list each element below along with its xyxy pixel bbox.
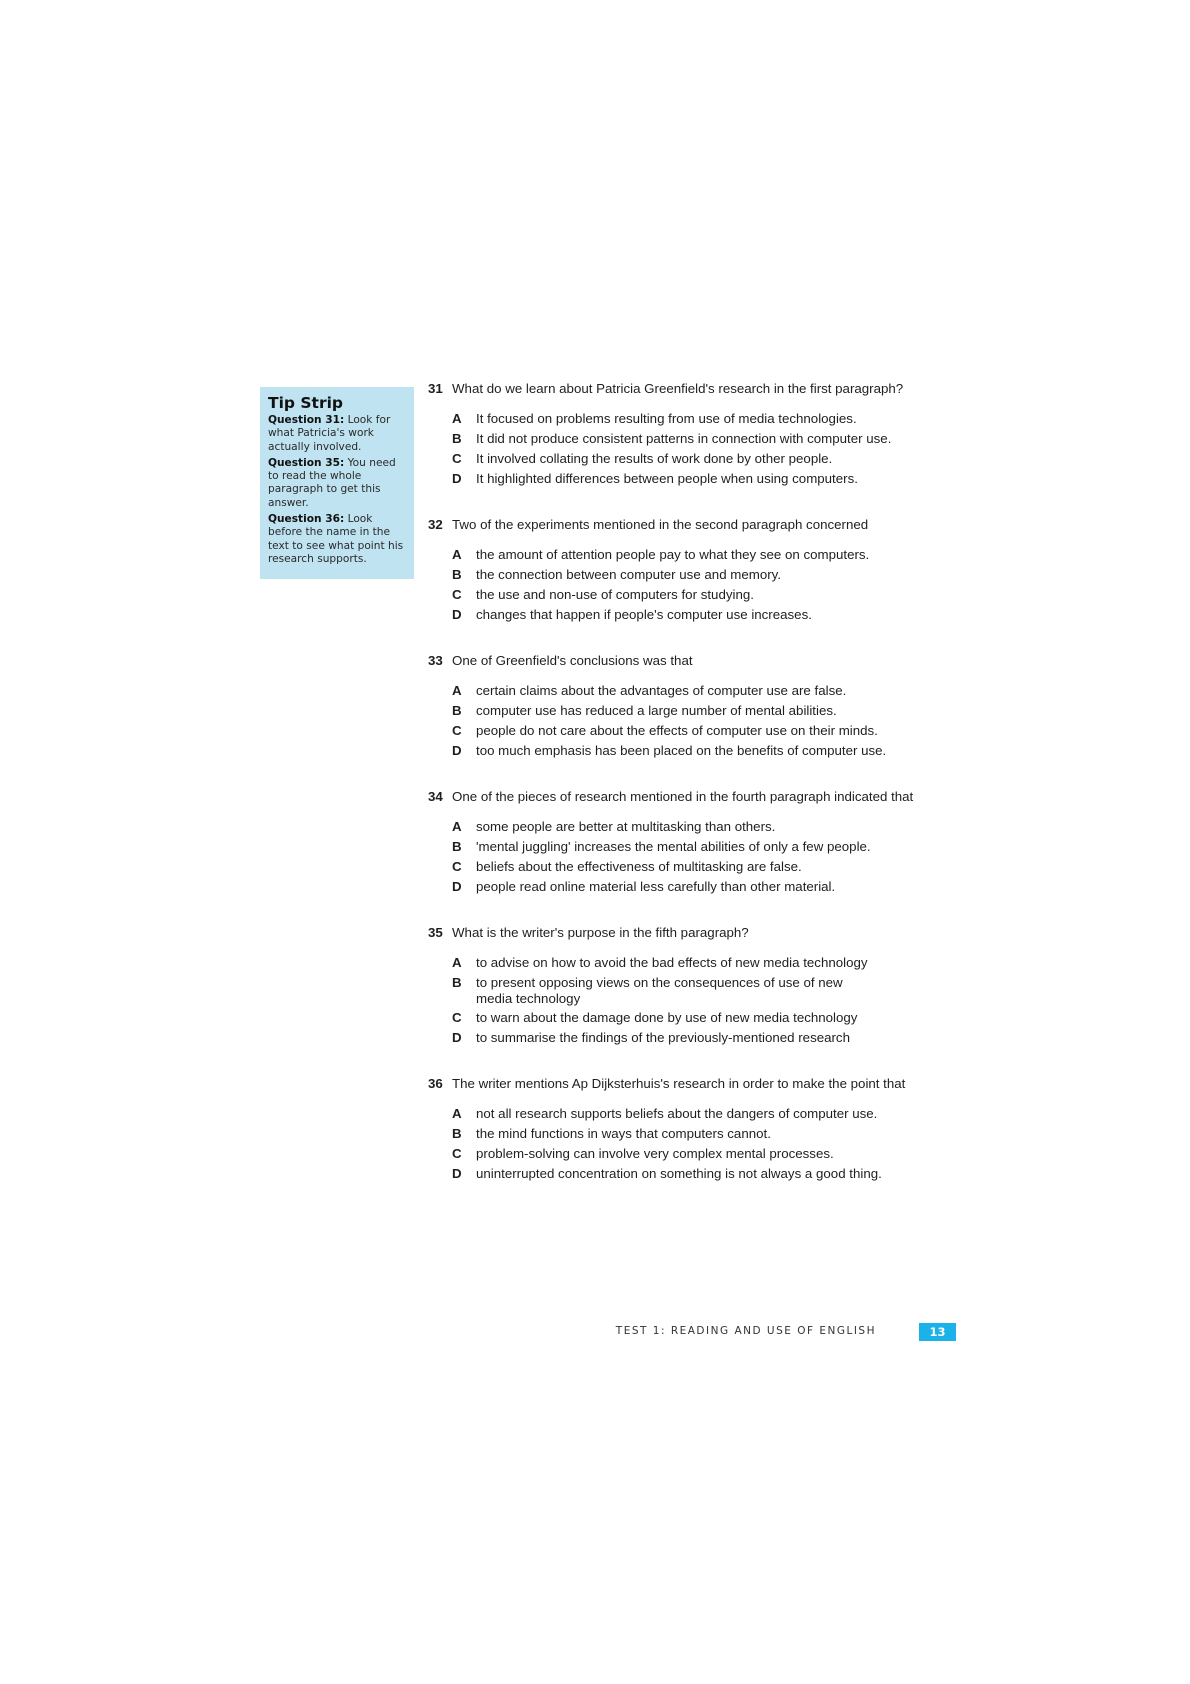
question-text: What is the writer's purpose in the fifth paragraph? (452, 925, 749, 940)
option-text: the amount of attention people pay to what they see on computers. (476, 547, 870, 562)
option-text: It did not produce consistent patterns in connection with computer use. (476, 431, 892, 446)
option-text: beliefs about the effectiveness of multitasking are false. (476, 859, 802, 874)
option-text: too much emphasis has been placed on the benefits of computer use. (476, 743, 887, 758)
tip-label: Question 36: (268, 513, 345, 526)
option-letter: B (452, 431, 462, 446)
option-text: It involved collating the results of work done by other people. (476, 451, 833, 466)
option-a[interactable] (452, 411, 948, 427)
option-text: the use and non-use of computers for studying. (476, 587, 754, 602)
question-stem (428, 517, 948, 533)
question-number: 35 (428, 925, 443, 940)
option-text: computer use has reduced a large number of mental abilities. (476, 703, 837, 718)
option-text: some people are better at multitasking than others. (476, 819, 776, 834)
option-letter: A (452, 1106, 462, 1121)
question-text: One of the pieces of research mentioned in the fourth paragraph indicated that (452, 789, 914, 804)
question-text: What do we learn about Patricia Greenfield's research in the first paragraph? (452, 381, 904, 396)
option-letter: D (452, 1166, 462, 1181)
question-stem (428, 381, 948, 397)
option-text: not all research supports beliefs about the dangers of computer use. (476, 1106, 878, 1121)
tip-strip-title: Tip Strip (268, 394, 344, 412)
question-number: 33 (428, 653, 443, 668)
option-c[interactable] (452, 587, 948, 603)
option-c[interactable] (452, 451, 948, 467)
question-35 (428, 925, 948, 1046)
tip-text: Look for what Patricia's work actually involved. (268, 414, 391, 453)
tip-question-36 (268, 513, 406, 566)
option-d[interactable] (452, 607, 948, 623)
option-text: It highlighted differences between people when using computers. (476, 471, 858, 486)
option-text: changes that happen if people's computer use increases. (476, 607, 812, 622)
option-letter: A (452, 411, 462, 426)
answer-options (452, 547, 948, 623)
question-number: 36 (428, 1076, 443, 1091)
option-text: certain claims about the advantages of computer use are false. (476, 683, 847, 698)
option-text: problem-solving can involve very complex mental processes. (476, 1146, 834, 1161)
option-text: people read online material less carefully than other material. (476, 879, 836, 894)
option-text: the mind functions in ways that computers cannot. (476, 1126, 771, 1141)
answer-options (452, 683, 948, 759)
option-letter: A (452, 547, 462, 562)
question-36 (428, 1076, 948, 1182)
option-a[interactable] (452, 683, 948, 699)
option-letter: C (452, 451, 462, 466)
answer-options (452, 1106, 948, 1182)
option-letter: B (452, 567, 462, 582)
option-text: people do not care about the effects of computer use on their minds. (476, 723, 878, 738)
option-letter: A (452, 819, 462, 834)
question-33 (428, 653, 948, 759)
option-text: to present opposing views on the consequences of use of new media technology (476, 975, 843, 1006)
option-letter: C (452, 1010, 462, 1025)
option-a[interactable] (452, 547, 948, 563)
option-text: 'mental juggling' increases the mental abilities of only a few people. (476, 839, 871, 854)
option-letter: B (452, 975, 462, 990)
question-32 (428, 517, 948, 623)
option-letter: D (452, 743, 462, 758)
option-letter: A (452, 683, 462, 698)
option-text: the connection between computer use and memory. (476, 567, 782, 582)
page-number-badge: 13 (919, 1323, 956, 1341)
option-d[interactable] (452, 879, 948, 895)
option-c[interactable] (452, 1010, 948, 1026)
question-stem (428, 789, 948, 805)
option-b[interactable] (452, 975, 948, 1006)
option-c[interactable] (452, 723, 948, 739)
option-letter: D (452, 1030, 462, 1045)
question-34 (428, 789, 948, 895)
page-footer (560, 1323, 956, 1341)
question-text: One of Greenfield's conclusions was that (452, 653, 693, 668)
question-text: Two of the experiments mentioned in the second paragraph concerned (452, 517, 869, 532)
option-letter: D (452, 879, 462, 894)
option-text: to advise on how to avoid the bad effects of new media technology (476, 955, 868, 970)
tip-question-35 (268, 457, 406, 510)
option-letter: B (452, 703, 462, 718)
answer-options (452, 955, 948, 1046)
question-number: 34 (428, 789, 443, 804)
tip-strip-box (260, 387, 414, 579)
question-31 (428, 381, 948, 487)
tip-question-31 (268, 414, 406, 454)
answer-options (452, 411, 948, 487)
option-letter: D (452, 607, 462, 622)
option-letter: B (452, 839, 462, 854)
option-text: to warn about the damage done by use of new media technology (476, 1010, 858, 1025)
option-c[interactable] (452, 1146, 948, 1162)
option-a[interactable] (452, 955, 948, 971)
option-d[interactable] (452, 743, 948, 759)
tip-text: Look before the name in the text to see what point his research supports. (268, 513, 404, 565)
question-number: 31 (428, 381, 443, 396)
question-list (428, 381, 948, 1212)
option-b[interactable] (452, 703, 948, 719)
option-letter: C (452, 723, 462, 738)
question-text: The writer mentions Ap Dijksterhuis's research in order to make the point that (452, 1076, 906, 1091)
option-b[interactable] (452, 1126, 948, 1142)
option-text: to summarise the findings of the previously-mentioned research (476, 1030, 850, 1045)
option-letter: C (452, 1146, 462, 1161)
question-stem (428, 653, 948, 669)
option-letter: C (452, 587, 462, 602)
question-stem (428, 1076, 948, 1092)
option-b[interactable] (452, 839, 948, 855)
option-c[interactable] (452, 859, 948, 875)
tip-label: Question 35: (268, 456, 345, 469)
tip-text: You need to read the whole paragraph to get this answer. (268, 456, 396, 509)
option-letter: B (452, 1126, 462, 1141)
running-footer-label: TEST 1: READING AND USE OF ENGLISH (615, 1325, 876, 1337)
option-letter: D (452, 471, 462, 486)
question-number: 32 (428, 517, 443, 532)
option-a[interactable] (452, 1106, 948, 1122)
option-b[interactable] (452, 431, 948, 447)
option-b[interactable] (452, 567, 948, 583)
question-stem (428, 925, 948, 941)
option-letter: A (452, 955, 462, 970)
option-d[interactable] (452, 1030, 948, 1046)
option-d[interactable] (452, 1166, 948, 1182)
option-text: uninterrupted concentration on something is not always a good thing. (476, 1166, 882, 1181)
option-a[interactable] (452, 819, 948, 835)
option-d[interactable] (452, 471, 948, 487)
option-text: It focused on problems resulting from use of media technologies. (476, 411, 857, 426)
answer-options (452, 819, 948, 895)
option-letter: C (452, 859, 462, 874)
tip-label: Question 31: (268, 414, 345, 426)
